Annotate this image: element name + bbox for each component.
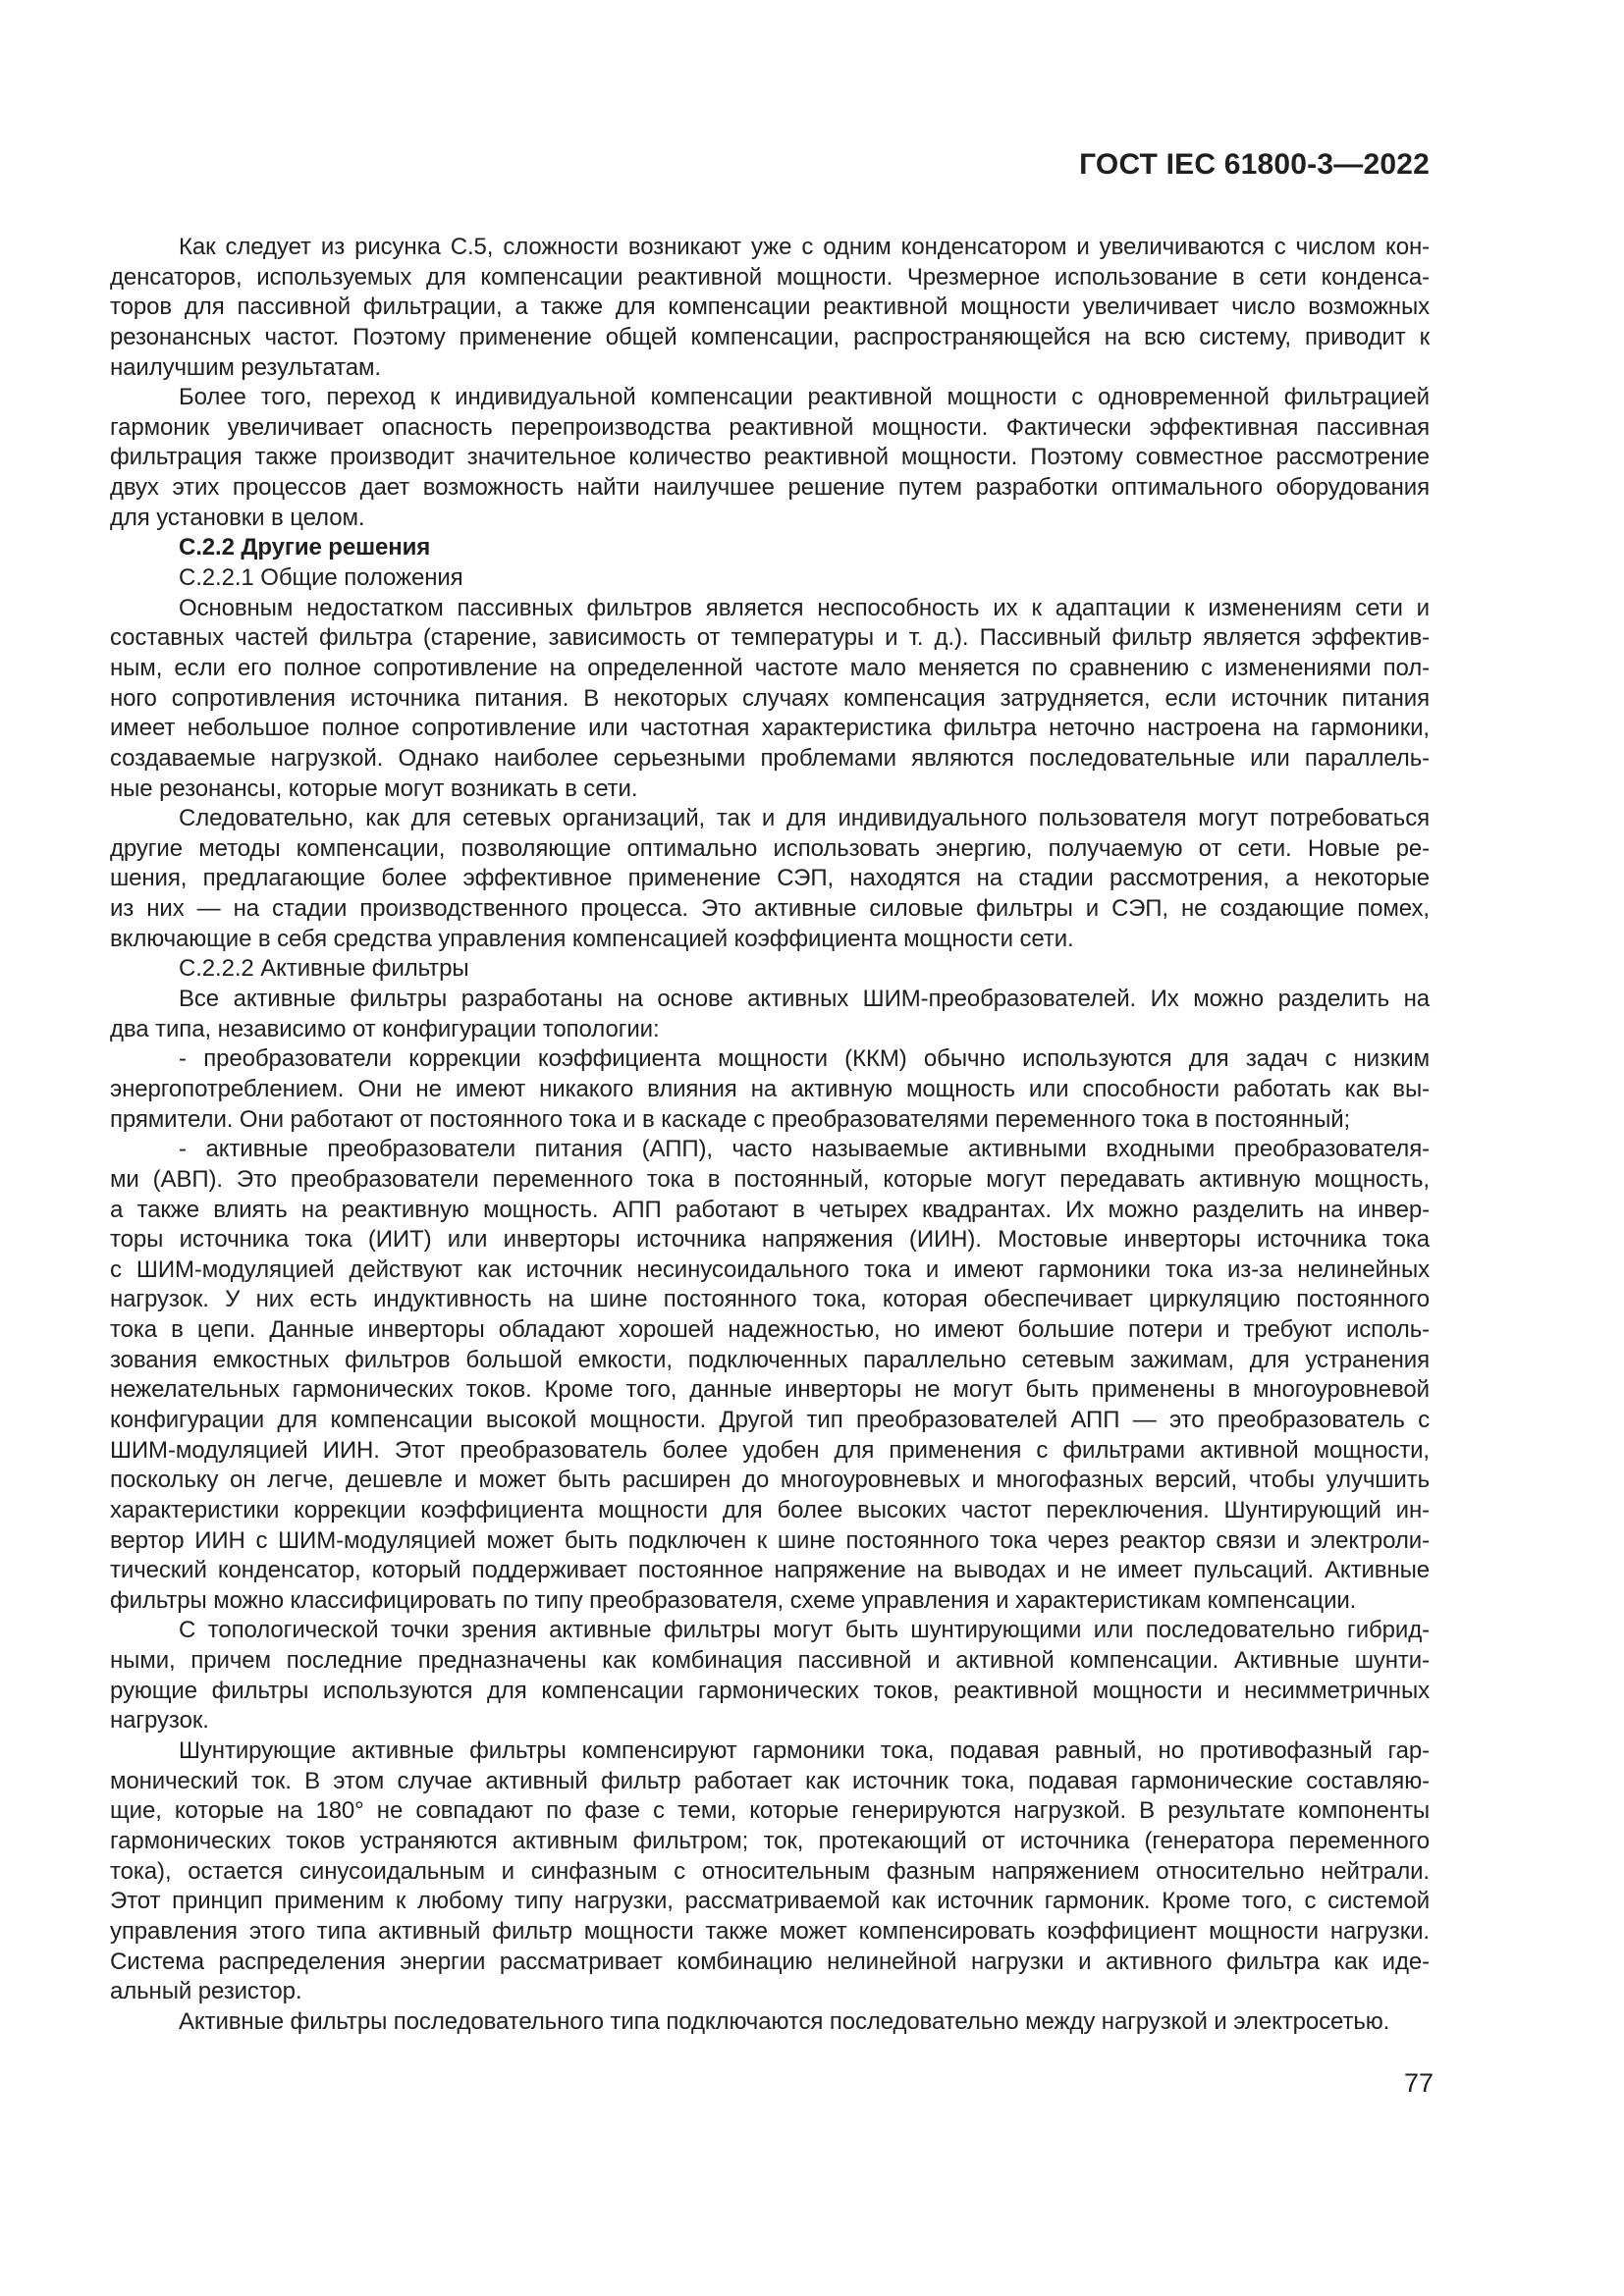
section-heading: С.2.2.2 Активные фильтры (179, 955, 469, 983)
paragraph-line: Шунтирующие активные фильтры компенсируют гармоники тока, подавая равный, но противофазный гар- (179, 1737, 1430, 1765)
text-column (110, 233, 1430, 2037)
document-header-designation: ГОСТ IEC 61800-3—2022 (1079, 148, 1430, 181)
paragraph-line: ные резонансы, которые могут возникать в сети. (110, 774, 638, 802)
list-item-line: а также влиять на реактивную мощность. АПП работают в четырех квадрантах. Их можно разделить на инвер- (110, 1196, 1430, 1223)
list-item-line: с ШИМ-модуляцией действуют как источник несинусоидального тока и имеют гармоники тока из-за нелинейных (110, 1255, 1430, 1283)
paragraph-line: Все активные фильтры разработаны на основе активных ШИМ-преобразователей. Их можно разделить на (179, 986, 1430, 1013)
list-item-line: вертор ИИН с ШИМ-модуляцией может быть подключен к шине постоянного тока через реактор связи и электроли- (110, 1526, 1430, 1554)
page-number: 77 (1403, 2068, 1434, 2098)
paragraph-line: нагрузок. (110, 1707, 209, 1735)
list-item-line: торы источника тока (ИИТ) или инверторы источника напряжения (ИИН). Мостовые инверторы источника тока (110, 1226, 1430, 1254)
paragraph-line: резонансных частот. Поэтому применение общей компенсации, распространяющейся на всю систему, приводит к (110, 323, 1430, 350)
paragraph-line: составных частей фильтра (старение, зависимость от температуры и т. д.). Пассивный фильтр является эффектив- (110, 624, 1430, 652)
paragraph-line: шения, предлагающие более эффективное применение СЭП, находятся на стадии рассмотрения, а некоторые (110, 865, 1430, 892)
list-item-line: энергопотреблением. Они не имеют никакого влияния на активную мощность или способности работать как вы- (110, 1075, 1430, 1102)
paragraph-line: торов для пассивной фильтрации, а также для компенсации реактивной мощности увеличивает число возможных (110, 294, 1430, 321)
paragraph-line: имеет небольшое полное сопротивление или частотная характеристика фильтра неточно настроена на гармоники, (110, 715, 1430, 742)
list-item-line: прямители. Они работают от постоянного тока и в каскаде с преобразователями переменного тока в постоянный; (110, 1105, 1351, 1133)
paragraph-line: тока), остается синусоидальным и синфазным с относительным фазным напряжением относительно нейтрали. (110, 1857, 1430, 1885)
paragraph-line: создаваемые нагрузкой. Однако наиболее серьезными проблемами являются последовательные или параллель- (110, 744, 1430, 772)
list-item-line: - преобразователи коррекции коэффициента мощности (ККМ) обычно используются для задач с низким (179, 1045, 1430, 1073)
list-item-line: тический конденсатор, который поддерживает постоянное напряжение на выводах и не имеет пульсаций. Активные (110, 1557, 1430, 1584)
list-item-line: ми (АВП). Это преобразователи переменного тока в постоянный, которые могут передавать активную мощность, (110, 1165, 1430, 1193)
paragraph-line: два типа, независимо от конфигурации топологии: (110, 1015, 660, 1042)
list-item-line: поскольку он легче, дешевле и может быть расширен до многоуровневых и многофазных версий, чтобы улучшить (110, 1467, 1430, 1494)
paragraph-line: фильтрация также производит значительное количество реактивной мощности. Поэтому совместное рассмотрение (110, 444, 1430, 471)
paragraph-line: Основным недостатком пассивных фильтров является неспособность их к адаптации к изменениям сети и (179, 594, 1430, 621)
list-item-line: ШИМ-модуляцией ИИН. Этот преобразователь более удобен для применения с фильтрами активной мощности, (110, 1436, 1430, 1464)
paragraph-line: ным, если его полное сопротивление на определенной частоте мало меняется по сравнению с изменениями пол- (110, 654, 1430, 681)
paragraph-line: Более того, переход к индивидуальной компенсации реактивной мощности с одновременной фильтрацией (179, 384, 1430, 411)
list-item-line: зования емкостных фильтров большой емкости, подключенных параллельно сетевым зажимам, для устранения (110, 1346, 1430, 1373)
paragraph-line: Система распределения энергии рассматривает комбинацию нелинейной нагрузки и активного фильтра как иде- (110, 1948, 1430, 1975)
paragraph-line: денсаторов, используемых для компенсации реактивной мощности. Чрезмерное использование в сети конденса- (110, 263, 1430, 291)
section-heading: С.2.2.1 Общие положения (179, 564, 463, 592)
paragraph-line: гармонических токов устраняются активным фильтром; ток, протекающий от источника (генератора переменного (110, 1827, 1430, 1854)
paragraph-line: гармоник увеличивает опасность перепроизводства реактивной мощности. Фактически эффективная пассивная (110, 413, 1430, 441)
paragraph-line: ными, причем последние предназначены как комбинация пассивной и активной компенсации. Активные шунти- (110, 1647, 1430, 1675)
list-item-line: - активные преобразователи питания (АПП), часто называемые активными входными преобразователя- (179, 1136, 1430, 1163)
paragraph-line: наилучшим результатам. (110, 353, 381, 381)
paragraph-line: включающие в себя средства управления компенсацией коэффициента мощности сети. (110, 925, 1074, 952)
paragraph-line: Этот принцип применим к любому типу нагрузки, рассматриваемой как источник гармоник. Кроме того, с системой (110, 1888, 1430, 1915)
paragraph-line: управления этого типа активный фильтр мощности также может компенсировать коэффициент мощности нагрузки. (110, 1917, 1430, 1945)
paragraph-line: для установки в целом. (110, 504, 365, 531)
list-item-line: тока в цепи. Данные инверторы обладают хорошей надежностью, но имеют большие потери и требуют исполь- (110, 1316, 1430, 1344)
paragraph-line: из них — на стадии производственного процесса. Это активные силовые фильтры и СЭП, не создающие помех, (110, 895, 1430, 923)
list-item-line: нагрузок. У них есть индуктивность на шине постоянного тока, которая обеспечивает циркуляцию постоянного (110, 1286, 1430, 1313)
paragraph-line: Следовательно, как для сетевых организаций, так и для индивидуального пользователя могут потребоваться (179, 805, 1430, 832)
paragraph-line: двух этих процессов дает возможность найти наилучшее решение путем разработки оптимального оборудования (110, 474, 1430, 502)
paragraph-line: С топологической точки зрения активные фильтры могут быть шунтирующими или последовательно гибрид- (179, 1617, 1430, 1644)
list-item-line: фильтры можно классифицировать по типу преобразователя, схеме управления и характеристикам компенсации. (110, 1586, 1357, 1614)
list-item-line: нежелательных гармонических токов. Кроме того, данные инверторы не могут быть применены в многоуровневой (110, 1376, 1430, 1404)
paragraph-line: Как следует из рисунка С.5, сложности возникают уже с одним конденсатором и увеличиваются с числом кон- (179, 234, 1430, 260)
paragraph-line: другие методы компенсации, позволяющие оптимально использовать энергию, получаемую от сети. Новые ре- (110, 834, 1430, 862)
paragraph-line: ного сопротивления источника питания. В некоторых случаях компенсация затрудняется, если источник питания (110, 684, 1430, 712)
list-item-line: характеристики коррекции коэффициента мощности для более высоких частот переключения. Шунтирующий ин- (110, 1496, 1430, 1523)
paragraph-line: Активные фильтры последовательного типа подключаются последовательно между нагрузкой и электросетью. (179, 2007, 1390, 2035)
section-heading: С.2.2 Другие решения (179, 534, 431, 561)
paragraph-line: альный резистор. (110, 1978, 302, 2005)
list-item-line: конфигурации для компенсации высокой мощности. Другой тип преобразователей АПП — это преобразователь с (110, 1406, 1430, 1433)
paragraph-line: рующие фильтры используются для компенсации гармонических токов, реактивной мощности и несимметричных (110, 1677, 1430, 1704)
paragraph-line: монический ток. В этом случае активный фильтр работает как источник тока, подавая гармонические составляю- (110, 1767, 1430, 1794)
paragraph-line: щие, которые на 180° не совпадают по фазе с теми, которые генерируются нагрузкой. В результате компоненты (110, 1797, 1430, 1825)
